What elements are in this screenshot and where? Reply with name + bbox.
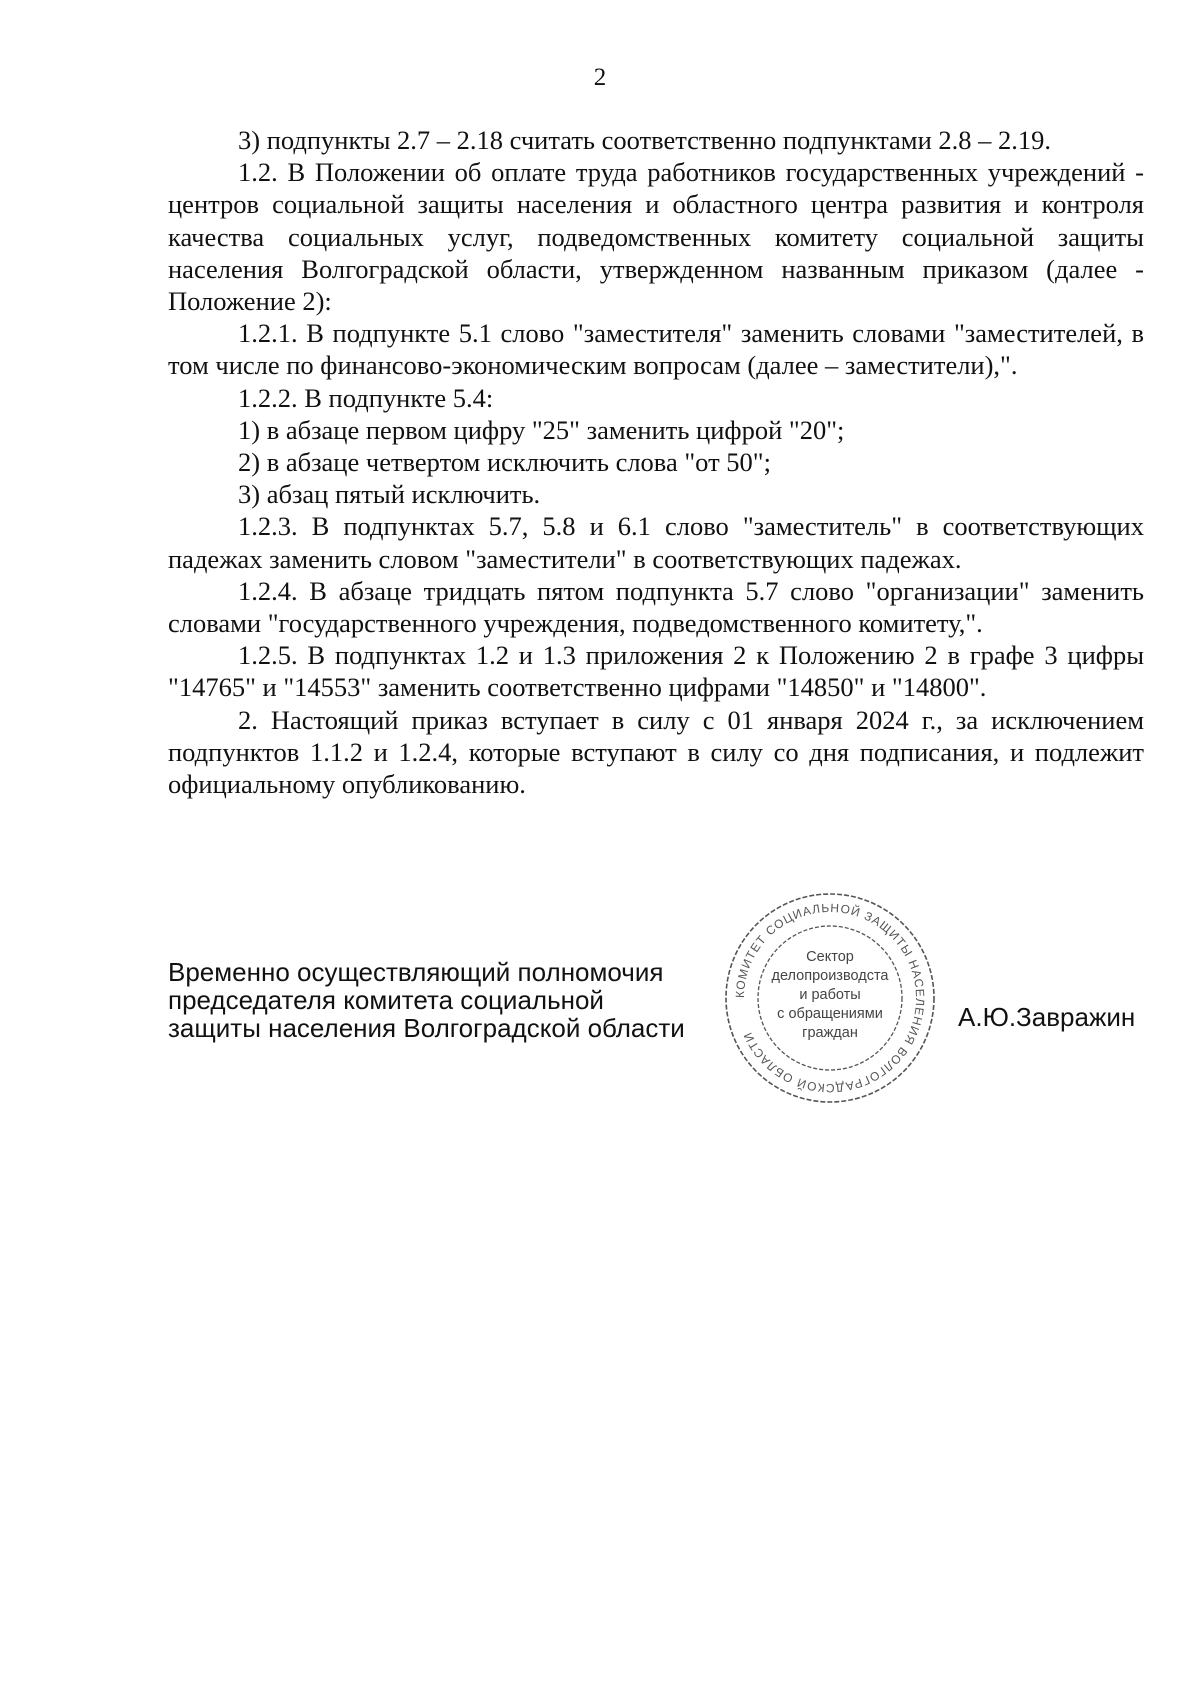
paragraph: 1.2.3. В подпунктах 5.7, 5.8 и 6.1 слово "заместитель" в соответствующих падежах заменить словом "заместители" в соответствующих падежах. <box>168 511 1144 574</box>
paragraph: 1.2.2. В подпункте 5.4: <box>238 382 494 413</box>
stamp-center-text <box>756 948 904 1043</box>
signatory-position <box>168 958 708 1042</box>
paragraph: 1.2.4. В абзаце тридцать пятом подпункта 5.7 слово "организации" заменить словами "государственного учреждения, подведомственного комитету,". <box>168 575 1144 639</box>
signatory-position-line: защиты населения Волгоградской области <box>168 1013 685 1043</box>
signatory-position-line: Временно осуществляющий полномочия <box>168 957 664 987</box>
document-body <box>168 124 1144 800</box>
stamp-ring-text-path: КОМИТЕТ СОЦИАЛЬНОЙ ЗАЩИТЫ НАСЕЛЕНИЯ ВОЛГОГРАДСКОЙ ОБЛАСТИ <box>732 900 928 1096</box>
paragraph: 3) абзац пятый исключить. <box>238 479 541 510</box>
paragraph: 1.2.5. В подпунктах 1.2 и 1.3 приложения 2 к Положению 2 в графе 3 цифры "14765" и "14553" заменить соответственно цифрами "14850" и "14800". <box>168 640 1144 703</box>
stamp-center-line: делопроизводста <box>771 968 889 984</box>
paragraph: 1) в абзаце первом цифру "25" заменить цифрой "20"; <box>238 414 845 445</box>
paragraph: 3) подпункты 2.7 – 2.18 считать соответственно подпунктами 2.8 – 2.19. <box>238 125 1052 155</box>
signatory-name: А.Ю.Завражин <box>958 1002 1136 1032</box>
paragraph: 2. Настоящий приказ вступает в силу с 01 января 2024 г., за исключением подпунктов 1.1.2 и 1.2.4, которые вступают в силу со дня подписания, и подлежит официальному опубликованию. <box>168 704 1144 800</box>
signatory-position-line: председателя комитета социальной <box>168 985 604 1015</box>
stamp-center-line: Сектор <box>806 949 854 965</box>
stamp-center-line: с обращениями <box>777 1006 883 1022</box>
paragraph: 2) в абзаце четвертом исключить слова "от 50"; <box>238 447 771 478</box>
stamp-center-line: граждан <box>802 1025 858 1041</box>
paragraph: 1.2.1. В подпункте 5.1 слово "заместителя" заменить словами "заместителей, в том числе по финансово-экономическим вопросам (далее – заместители),". <box>168 318 1144 381</box>
page-number: 2 <box>593 64 607 91</box>
official-stamp <box>720 888 940 1108</box>
paragraph: 1.2. В Положении об оплате труда работников государственных учреждений - центров социальной защиты населения и областного центра развития и контроля качества социальных услуг, подведомственных комитету социальной защиты населения Волгоградской области, утвержденном названным приказом (далее - Положение 2): <box>168 157 1144 317</box>
stamp-center-line: и работы <box>799 987 861 1003</box>
